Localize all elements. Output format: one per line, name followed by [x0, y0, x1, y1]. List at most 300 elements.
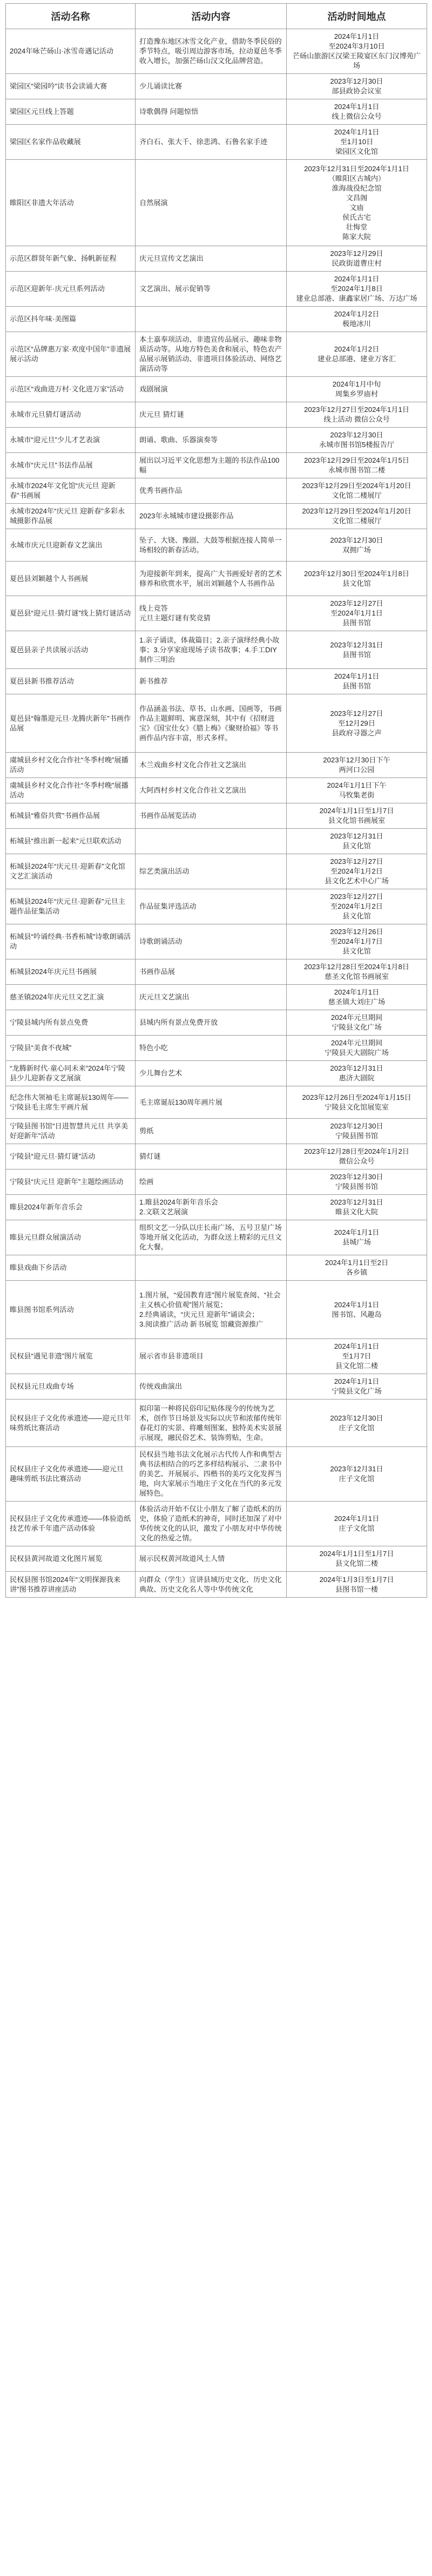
table-row: [6, 778, 427, 803]
table-row: [6, 829, 427, 854]
activity-time-place: [287, 29, 427, 74]
time-place-line: 线上活动 微信公众号: [323, 415, 390, 423]
activity-content: 大阿西村乡村文化合作社文艺演出: [136, 778, 287, 803]
activity-name: 民权县元旦戏曲专场: [6, 1374, 136, 1399]
activity-name: 民权县黄河故道文化图片展览: [6, 1546, 136, 1572]
activity-name: 柘城县“吟诵经典·书香柘城”诗歌朗诵活动: [6, 924, 136, 959]
header-content: 活动内容: [136, 4, 287, 29]
time-place-line: 至2024年1月2日: [330, 867, 383, 875]
time-place-line: 县文化馆二楼: [335, 1362, 379, 1370]
activity-time-place: [287, 160, 427, 246]
activity-content: 庆元旦 猜灯谜: [136, 402, 287, 428]
activity-time-place: [287, 596, 427, 631]
table-row: [6, 478, 427, 504]
activity-content: 诗歌朗诵活动: [136, 924, 287, 959]
time-place-line: 2024年元旦期间: [330, 1013, 383, 1022]
time-place-line: 2024年1月1日至2日: [325, 1259, 389, 1267]
table-row: [6, 402, 427, 428]
header-time: 活动时间地点: [287, 4, 427, 29]
activity-time-place: [287, 669, 427, 694]
time-place-line: 至1月10日: [340, 138, 374, 146]
table-row: [6, 1399, 427, 1447]
header-row: [6, 4, 427, 29]
time-place-line: 2023年12月30日: [330, 1122, 383, 1130]
time-place-line: 壮悔堂: [346, 222, 368, 231]
activity-name: 纪念伟大领袖毛主席诞辰130周年——宁陵县毛主席生平画片展: [6, 1086, 136, 1119]
time-place-line: 2024年1月2日: [334, 310, 380, 318]
time-place-line: 2024年1月1日: [334, 1228, 380, 1236]
activity-content: [136, 1255, 287, 1281]
activity-content: 综艺类演出活动: [136, 854, 287, 889]
time-place-line: 2023年12月26日至2024年1月15日: [302, 1093, 411, 1101]
time-place-line: 2023年12月26日: [330, 928, 383, 936]
time-place-line: 2024年1月1日: [334, 1515, 380, 1523]
activity-name: 柘城县“雅俗共赏”书画作品展: [6, 803, 136, 829]
activity-time-place: [287, 1010, 427, 1036]
activity-content: 庆元旦文艺演出: [136, 985, 287, 1010]
time-place-line: 2023年12月27日: [330, 857, 383, 866]
time-place-line: 永城市图书馆5楼报告厅: [319, 441, 395, 449]
activity-time-place: [287, 889, 427, 924]
time-place-line: 文化馆二楼展厅: [332, 517, 382, 525]
activity-content: 新书推荐: [136, 669, 287, 694]
table-row: [6, 125, 427, 160]
activity-content: 猜灯谜: [136, 1144, 287, 1169]
activity-time-place: [287, 985, 427, 1010]
time-place-line: 惠济大剧院: [339, 1074, 375, 1082]
time-place-line: 2024年1月中旬: [332, 380, 381, 388]
time-place-line: 2023年12月29日至2024年1月20日: [302, 482, 411, 490]
time-place-line: 2023年12月29日至2024年1月20日: [302, 507, 411, 515]
activity-name: 永城市元旦猜灯谜活动: [6, 402, 136, 428]
time-place-line: 至2024年1月1日: [330, 609, 383, 617]
activity-content: [136, 829, 287, 854]
activity-name: 民权县庄子文化传承遗迹——体验造纸技艺传承千年遗产活动体验: [6, 1502, 136, 1546]
activity-content: 展示民权黄河故道风土人情: [136, 1546, 287, 1572]
activity-name: 民权县庄子文化传承遗迹——迎元旦 趣味剪纸书法比赛活动: [6, 1447, 136, 1502]
time-place-line: 县城广场: [342, 1238, 371, 1246]
activity-time-place: [287, 1169, 427, 1195]
time-place-line: 芒砀山旅游区汉梁王陵宴区东门汉博苑广场: [292, 52, 421, 70]
time-place-line: 2023年12月31日: [330, 1198, 383, 1206]
activity-content: 剪纸: [136, 1119, 287, 1144]
activity-time-place: [287, 1086, 427, 1119]
time-place-line: 至2024年1月8日: [330, 285, 383, 293]
time-place-line: 2024年1月1日: [334, 1342, 380, 1350]
activity-time-place: [287, 562, 427, 596]
table-row: [6, 1502, 427, 1546]
time-place-line: 2023年12月27日: [330, 893, 383, 901]
activity-time-place: [287, 453, 427, 478]
time-place-line: 2023年12月28日至2024年1月8日: [304, 963, 409, 971]
time-place-line: 县图书馆: [342, 619, 371, 627]
activity-time-place: [287, 1036, 427, 1061]
table-row: [6, 854, 427, 889]
time-place-line: 县政府寻器之声: [332, 728, 382, 737]
activity-time-place: [287, 778, 427, 803]
activity-name: 梁园区“梁园吟”读书会读诵大赛: [6, 74, 136, 99]
time-place-line: 县文化馆: [342, 579, 371, 587]
time-place-line: 县文化馆: [342, 842, 371, 850]
activity-content: 文艺演出、展示促销等: [136, 272, 287, 307]
table-row: [6, 529, 427, 562]
activity-name: 宁陵县“美食不夜城”: [6, 1036, 136, 1061]
time-place-line: 梁园区文化馆: [335, 147, 379, 155]
activity-name: 睢县图书馆系列活动: [6, 1281, 136, 1339]
activity-name: 夏邑县刘颖越个人书画展: [6, 562, 136, 596]
time-place-line: 至2024年1月2日: [330, 902, 383, 910]
activity-content: 毛主席诞辰130周年画片展: [136, 1086, 287, 1119]
table-row: [6, 377, 427, 402]
time-place-line: 2024年1月1日下午: [327, 781, 387, 789]
time-place-line: 建业总部港、康鑫家居广场、万达广场: [296, 294, 417, 302]
activity-content: 自然展演: [136, 160, 287, 246]
activity-time-place: [287, 803, 427, 829]
table-row: [6, 694, 427, 753]
table-row: [6, 631, 427, 669]
activity-time-place: [287, 1399, 427, 1447]
activity-content: 传统戏曲演出: [136, 1374, 287, 1399]
activity-name: 柘城县2024年庆元旦书画展: [6, 959, 136, 985]
activity-content: 拟印第一种将民俗印记贴体现今的传统为艺术，创作节日场景及实际以庆节和浓郁传统年春花灯的实景、将雕刻图案、独特美术实景展示展现，融民俗艺术、装饰剪贴，生命。: [136, 1399, 287, 1447]
time-place-line: 2024年1月1日: [334, 128, 380, 136]
table-row: [6, 1036, 427, 1061]
table-row: [6, 562, 427, 596]
activity-content: 本土嘉奉项活动、非遗宣传品展示、趣味非物质活动等。从地方特色美食和展示，特色农产品展示展销活动、非遗项目体验活动、网络艺演活动等: [136, 332, 287, 377]
time-place-line: 2024年1月1日: [334, 1377, 380, 1385]
time-place-line: 宁陵县图书馆: [335, 1182, 379, 1191]
activity-name: 柘城县“推出新一起来”元旦联欢活动: [6, 829, 136, 854]
table-row: [6, 1255, 427, 1281]
table-row: [6, 1169, 427, 1195]
time-place-line: 县图书馆: [342, 682, 371, 690]
activity-time-place: [287, 504, 427, 529]
time-place-line: 2023年12月30日: [330, 431, 383, 439]
time-place-line: 2023年12月30日: [330, 536, 383, 544]
table-row: [6, 1119, 427, 1144]
activity-name: 睢县戏曲下乡活动: [6, 1255, 136, 1281]
activity-time-place: [287, 1255, 427, 1281]
table-row: [6, 332, 427, 377]
table-row: [6, 307, 427, 332]
activity-content: 朗诵、歌曲、乐器演奏等: [136, 428, 287, 453]
time-place-line: 慈圣镇大刘庄广场: [328, 998, 386, 1006]
activity-content: 为迎接新年到来，提高广大书画爱好者的艺术修养和欣赏水平，展出刘颖越个人书画作品: [136, 562, 287, 596]
activity-content: 1.睢县2024年新年音乐会 2.文联文艺展演: [136, 1195, 287, 1220]
time-place-line: 建业总部港、建业万客汇: [317, 355, 396, 363]
activity-name: 宁陵县“迎元旦·猜灯谜”活动: [6, 1144, 136, 1169]
time-place-line: 周集乡罗庙村: [335, 390, 379, 398]
activity-content: 作品涵盖书法、草书、山水画、国画等，书画作品主题鲜明、寓意深刻，其中有《招财进宝》《国宝仕女》《腊上梅》《聚财拾福》等书画作品内容丰富，形式多样。: [136, 694, 287, 753]
time-place-line: 双拥广场: [342, 545, 371, 554]
table-row: [6, 596, 427, 631]
activity-name: 民权县庄子文化传承遗迹——迎元旦年味剪纸比赛活动: [6, 1399, 136, 1447]
activity-name: 梁园区元旦线上答题: [6, 99, 136, 125]
time-place-line: 2024年1月1日: [334, 103, 380, 111]
activity-name: 示范区“戏曲进万村·文化进万家”活动: [6, 377, 136, 402]
time-place-line: 2024年1月1日: [334, 672, 380, 680]
activity-table: [5, 3, 427, 1598]
time-place-line: 2023年12月30日: [330, 77, 383, 85]
activity-time-place: [287, 272, 427, 307]
activity-name: 永城市庆元旦迎新春文艺演出: [6, 529, 136, 562]
table-row: [6, 99, 427, 125]
table-row: [6, 1281, 427, 1339]
time-place-line: 县图书馆一楼: [335, 1585, 379, 1593]
table-row: [6, 959, 427, 985]
time-place-line: （睢阳区古城内）: [328, 174, 386, 182]
time-place-line: 2023年12月29日至2024年1月5日: [304, 456, 409, 464]
time-place-line: 马牧集老街: [339, 791, 375, 799]
table-row: [6, 453, 427, 478]
time-place-line: 微信公众号: [339, 1157, 375, 1165]
activity-time-place: [287, 1502, 427, 1546]
time-place-line: 县文化艺术中心广场: [325, 877, 389, 885]
activity-content: 线上竞答 元旦主题灯谜有奖竞猜: [136, 596, 287, 631]
time-place-line: 慈圣文化馆书画展室: [325, 972, 389, 981]
activity-content: 向群众（学生）宣讲县域历史文化、历史文化典故、历史文化名人等中华传统文化: [136, 1572, 287, 1598]
activity-time-place: [287, 694, 427, 753]
time-place-line: 极地冰川: [342, 320, 371, 328]
table-row: [6, 29, 427, 74]
time-place-line: 各乡镇: [346, 1268, 368, 1276]
time-place-line: 宁陵县文化馆展览室: [325, 1103, 389, 1111]
time-place-line: 文化馆二楼展厅: [332, 491, 382, 499]
time-place-line: 2024年元旦期间: [330, 1039, 383, 1047]
activity-content: 木兰戏曲乡村文化合作社文艺演出: [136, 753, 287, 778]
table-row: [6, 504, 427, 529]
table-row: [6, 246, 427, 272]
table-row: [6, 1447, 427, 1502]
activity-content: 展出以习近平文化思想为主题的书法作品100幅: [136, 453, 287, 478]
activity-content: 坠子、大铙、豫剧、大鼓等根据连接人简单一场相较的新春活动。: [136, 529, 287, 562]
time-place-line: 庄子文化馆: [339, 1475, 375, 1483]
time-place-line: 至1月7日: [342, 1352, 372, 1360]
time-place-line: 民政街道曹庄村: [332, 259, 382, 267]
activity-name: 宁陵县城内所有景点免费: [6, 1010, 136, 1036]
activity-time-place: [287, 246, 427, 272]
activity-time-place: [287, 829, 427, 854]
time-place-line: 2023年12月30日下午: [323, 756, 390, 764]
header-name: 活动名称: [6, 4, 136, 29]
activity-time-place: [287, 1144, 427, 1169]
time-place-line: 侯氏古宅: [342, 213, 371, 221]
table-row: [6, 753, 427, 778]
table-row: [6, 1220, 427, 1255]
time-place-line: 淮海战役纪念馆: [332, 184, 382, 192]
time-place-line: 2023年12月30日: [330, 1414, 383, 1422]
activity-name: 示范区抖年味·美图篇: [6, 307, 136, 332]
time-place-line: 2024年1月2日: [334, 345, 380, 353]
activity-name: 永城市“庆元旦”书法作品展: [6, 453, 136, 478]
activity-name: 永城市2024年文化馆“庆元旦 迎新春”书画展: [6, 478, 136, 504]
time-place-line: 2024年1月1日: [334, 1300, 380, 1309]
activity-content: 2023年永城城市建设摄影作品: [136, 504, 287, 529]
table-row: [6, 985, 427, 1010]
activity-name: 民权县“遇见非遗”图片展览: [6, 1339, 136, 1374]
activity-content: [136, 307, 287, 332]
activity-time-place: [287, 1374, 427, 1399]
time-place-line: 庄子文化馆: [339, 1423, 375, 1432]
table-row: [6, 1572, 427, 1598]
activity-content: 戏剧展演: [136, 377, 287, 402]
activity-time-place: [287, 959, 427, 985]
time-place-line: 庄子文化馆: [339, 1524, 375, 1532]
activity-content: 优秀书画作品: [136, 478, 287, 504]
activity-content: 庆元旦宣传文艺演出: [136, 246, 287, 272]
activity-content: 展示省市县非遗项目: [136, 1339, 287, 1374]
table-row: [6, 74, 427, 99]
activity-name: 柘城县2024年“庆元旦·迎新春”元旦主题作品征集活动: [6, 889, 136, 924]
activity-time-place: [287, 1195, 427, 1220]
time-place-line: 2024年1月1日至1月7日: [319, 1550, 394, 1558]
activity-content: 齐白石、张大千、徐悲鸿、石鲁名家手迹: [136, 125, 287, 160]
table-row: [6, 1374, 427, 1399]
time-place-line: 至2024年1月7日: [330, 937, 383, 945]
activity-name: 睢县元旦群众展演活动: [6, 1220, 136, 1255]
activity-time-place: [287, 1220, 427, 1255]
time-place-line: 2024年1月1日至1月7日: [319, 807, 394, 815]
time-place-line: 2023年12月31日: [330, 640, 383, 649]
activity-content: 1.图片展，“爱国教育进”图片展览查阅、“社会主义核心价值观”图片展览； 2.经典诵读，“庆元旦 迎新年”诵读会； 3.阅读推广活动 新书展览 馆藏资源推广: [136, 1281, 287, 1339]
activity-content: 组织文艺一分队以庄长南广场、五号卫星广场等地开展文化活动，为群众送上精彩的元旦文化大餐。: [136, 1220, 287, 1255]
time-place-line: 县文化馆: [342, 947, 371, 955]
time-place-line: 宁陵县图书馆: [335, 1132, 379, 1140]
activity-content: 作品征集评选活动: [136, 889, 287, 924]
activity-time-place: [287, 1339, 427, 1374]
time-place-line: 至12月29日: [338, 719, 375, 727]
activity-content: 少儿诵读比赛: [136, 74, 287, 99]
activity-name: 睢县2024年新年音乐会: [6, 1195, 136, 1220]
activity-content: 少儿舞台艺术: [136, 1061, 287, 1086]
activity-time-place: [287, 428, 427, 453]
time-place-line: 至2024年3月10日: [328, 42, 385, 50]
time-place-line: 2023年12月29日: [330, 249, 383, 258]
activity-time-place: [287, 529, 427, 562]
time-place-line: 宁陵县文化广场: [332, 1023, 382, 1031]
table-row: [6, 1061, 427, 1086]
activity-name: 示范区“品牌惠万家·欢度中国年”非遗展展示活动: [6, 332, 136, 377]
time-place-line: 2023年12月31日: [330, 832, 383, 840]
activity-name: 永城市2024年“庆元旦 迎新春”多彩永城摄影作品展: [6, 504, 136, 529]
activity-name: 夏邑县“迎元旦·猜灯谜”线上猜灯谜活动: [6, 596, 136, 631]
activity-time-place: [287, 1546, 427, 1572]
table-row: [6, 1144, 427, 1169]
time-place-line: 2024年1月1日: [334, 275, 380, 283]
time-place-line: 2023年12月28日至2024年1月2日: [304, 1147, 409, 1155]
activity-name: 虞城县乡村文化合作社“冬季村晚”展播活动: [6, 778, 136, 803]
activity-name: 慈圣镇2024年庆元旦文艺汇演: [6, 985, 136, 1010]
activity-time-place: [287, 99, 427, 125]
table-row: [6, 1195, 427, 1220]
activity-name: 夏邑县亲子共读展示活动: [6, 631, 136, 669]
activity-name: 民权县图书馆2024年“文明探源我来讲”图书推荐讲座活动: [6, 1572, 136, 1598]
activity-name: 示范区迎新年·庆元旦系列活动: [6, 272, 136, 307]
activity-name: 夏邑县新书推荐活动: [6, 669, 136, 694]
table-row: [6, 1546, 427, 1572]
time-place-line: 2023年12月27日: [330, 709, 383, 718]
activity-time-place: [287, 307, 427, 332]
time-place-line: 县文化馆二楼: [335, 1559, 379, 1567]
activity-name: 夏邑县“翰墨迎元旦·龙腾庆新年”书画作品展: [6, 694, 136, 753]
activity-content: 县城内所有景点免费开放: [136, 1010, 287, 1036]
activity-content: 体验活动开始不仅让小朋友了解了造纸术的历史，体验了造纸术的神奇，同时还加深了对中华传统文化的认识，激发了小朋友对中华传统文化的热爱之情。: [136, 1502, 287, 1546]
activity-content: 打造豫东地区冰雪文化产业，借助冬季民俗的季节特点，吸引周边游客市场，拉动夏邑冬季收入增长，加强芒砀山汉文化品牌营造。: [136, 29, 287, 74]
time-place-line: 文昌阁: [346, 193, 368, 202]
table-row: [6, 160, 427, 246]
activity-time-place: [287, 924, 427, 959]
activity-content: 书画作品展览活动: [136, 803, 287, 829]
table-row: [6, 428, 427, 453]
time-place-line: 2023年12月31日: [330, 1064, 383, 1072]
activity-time-place: [287, 74, 427, 99]
activity-time-place: [287, 1572, 427, 1598]
time-place-line: 两河口公园: [339, 766, 375, 774]
activity-content: 民权县当地书法文化展示古代传人作和典型古典书法相结合的巧艺多样结构展示、二隶书中的美艺、开展展示、四楷书的美巧文化发挥当地，向大家展示当地庄子文化在当代的多元发展特色。: [136, 1447, 287, 1502]
time-place-line: 线上微信公众号: [332, 112, 382, 120]
table-body: [6, 29, 427, 1598]
time-place-line: 县文化馆: [342, 912, 371, 920]
activity-time-place: [287, 854, 427, 889]
time-place-line: 永城市图书馆二楼: [328, 466, 386, 474]
activity-content: 诗歌偶得 问题惊悟: [136, 99, 287, 125]
time-place-line: 2023年12月31日至2024年1月1日: [304, 164, 409, 173]
activity-name: “龙腾新时代·童心同未来”2024年宁陵县少儿迎新春文艺展演: [6, 1061, 136, 1086]
activity-name: 虞城县乡村文化合作社“冬季村晚”展播活动: [6, 753, 136, 778]
activity-name: 梁园区名家作品收藏展: [6, 125, 136, 160]
time-place-line: 2023年12月30日至2024年1月8日: [304, 569, 409, 578]
time-place-line: 图书馆、风趣岛: [332, 1310, 382, 1319]
time-place-line: 县文化馆书画展室: [328, 816, 386, 824]
time-place-line: 睢县文化大院: [335, 1208, 379, 1216]
activity-time-place: [287, 377, 427, 402]
time-place-line: 部县政协会议室: [332, 87, 382, 95]
table-row: [6, 1010, 427, 1036]
activity-time-place: [287, 1281, 427, 1339]
activity-name: 永城市“迎元旦”少儿才艺表演: [6, 428, 136, 453]
activity-time-place: [287, 1119, 427, 1144]
activity-time-place: [287, 478, 427, 504]
activity-name: 睢阳区非遗大年活动: [6, 160, 136, 246]
time-place-line: 2023年12月30日: [330, 1173, 383, 1181]
activity-content: 特色小吃: [136, 1036, 287, 1061]
activity-time-place: [287, 1061, 427, 1086]
table-row: [6, 1339, 427, 1374]
time-place-line: 宁陵县天大剧院广场: [325, 1049, 389, 1057]
time-place-line: 2024年1月1日: [334, 988, 380, 996]
activity-content: 绘画: [136, 1169, 287, 1195]
time-place-line: 2024年1月3日至1月7日: [319, 1575, 394, 1584]
activity-name: 2024年咏芒砀山·冰雪奇遇记活动: [6, 29, 136, 74]
table-row: [6, 272, 427, 307]
activity-content: 书画作品展: [136, 959, 287, 985]
time-place-line: 宁陵县文化广场: [332, 1387, 382, 1395]
activity-time-place: [287, 402, 427, 428]
table-row: [6, 1086, 427, 1119]
time-place-line: 2023年12月31日: [330, 1465, 383, 1473]
table-row: [6, 924, 427, 959]
time-place-line: 2023年12月27日至2024年1月1日: [304, 405, 409, 414]
activity-name: 示范区群贤年新气象、扬帆新征程: [6, 246, 136, 272]
activity-time-place: [287, 332, 427, 377]
activity-time-place: [287, 125, 427, 160]
time-place-line: 文庙: [349, 203, 364, 212]
activity-name: 宁陵县“庆元旦 迎新年”主题绘画活动: [6, 1169, 136, 1195]
activity-name: 柘城县2024年“庆元旦·迎新春”文化馆文艺汇演活动: [6, 854, 136, 889]
table-row: [6, 889, 427, 924]
activity-time-place: [287, 631, 427, 669]
activity-time-place: [287, 753, 427, 778]
